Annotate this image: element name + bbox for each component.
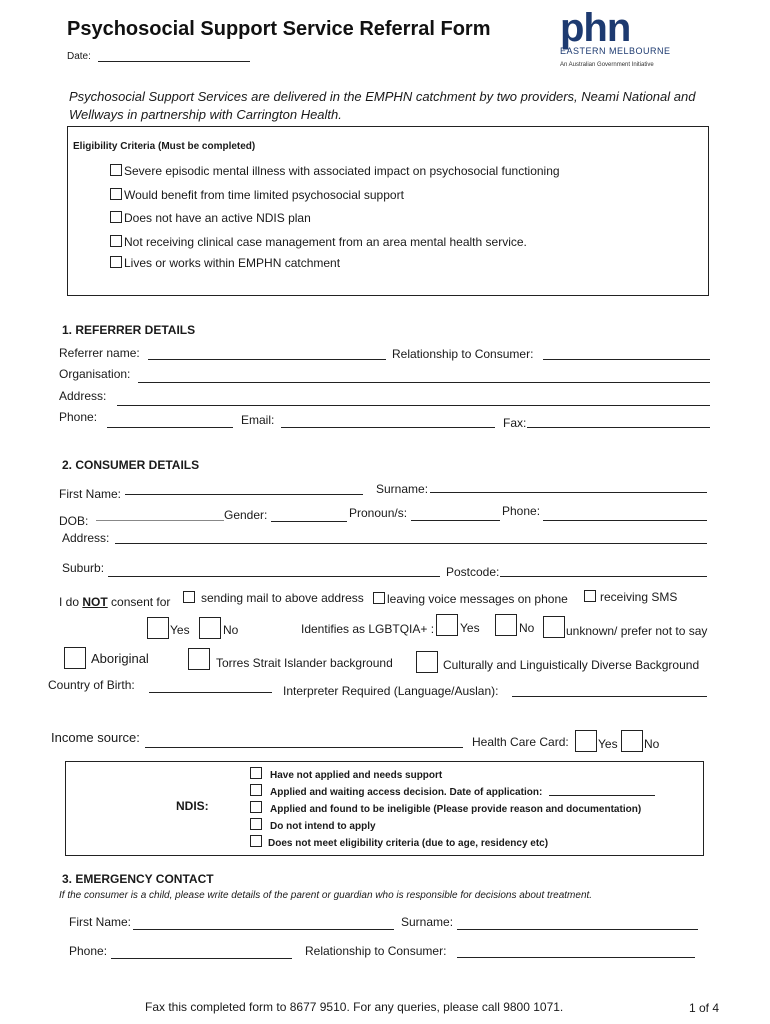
checkbox-icon[interactable] — [250, 818, 262, 830]
eligibility-item-3[interactable]: Does not have an active NDIS plan — [110, 211, 311, 225]
suburb-field[interactable] — [108, 576, 440, 577]
pronouns-label: Pronoun/s: — [349, 506, 408, 520]
referrer-name-label: Referrer name: — [59, 346, 140, 360]
referrer-heading: 1. REFERRER DETAILS — [62, 323, 196, 337]
lgbt-yes-label: Yes — [460, 621, 480, 635]
page-number: 1 of 4 — [689, 1001, 720, 1015]
emergency-relationship-field[interactable] — [457, 957, 695, 958]
referrer-fax-label: Fax: — [503, 416, 527, 430]
consumer-address-field[interactable] — [115, 543, 707, 544]
checkbox-icon[interactable] — [373, 592, 385, 604]
organisation-field[interactable] — [138, 382, 710, 383]
torres-checkbox[interactable] — [188, 648, 210, 670]
gender-field[interactable] — [271, 521, 347, 522]
referrer-relationship-field[interactable] — [543, 359, 710, 360]
dob-label: DOB: — [59, 514, 89, 528]
consent-not: NOT — [82, 595, 108, 609]
aboriginal-checkbox[interactable] — [64, 647, 86, 669]
emergency-surname-field[interactable] — [457, 929, 698, 930]
ndis-option-1[interactable]: Have not applied and needs support — [250, 767, 442, 781]
eligibility-item-5[interactable]: Lives or works within EMPHN catchment — [110, 256, 340, 270]
first-name-field[interactable] — [125, 494, 363, 495]
emergency-heading: 3. EMERGENCY CONTACT — [62, 872, 214, 886]
ndis-option-3[interactable]: Applied and found to be ineligible (Please provide reason and documentation) — [250, 801, 641, 815]
cald-checkbox[interactable] — [416, 651, 438, 673]
lgbt-no-checkbox[interactable] — [495, 614, 517, 636]
hcc-no-checkbox[interactable] — [621, 730, 643, 752]
consent-mail-option[interactable]: sending mail to above address — [183, 591, 364, 605]
referrer-name-field[interactable] — [148, 359, 386, 360]
checkbox-icon[interactable] — [110, 235, 122, 247]
consent-sms-option[interactable]: receiving SMS — [584, 590, 677, 604]
ndis-option-2[interactable]: Applied and waiting access decision. Date of application: — [250, 784, 542, 798]
consent-yes-checkbox[interactable] — [147, 617, 169, 639]
page-title: Psychosocial Support Service Referral Form — [67, 18, 491, 40]
referrer-phone-field[interactable] — [107, 427, 233, 428]
lgbt-label: Identifies as LGBTQIA+ : — [301, 622, 435, 636]
checkbox-icon[interactable] — [584, 590, 596, 602]
referrer-phone-label: Phone: — [59, 410, 98, 424]
ndis-option-5[interactable]: Does not meet eligibility criteria (due to age, residency etc) — [250, 835, 548, 849]
checkbox-icon[interactable] — [250, 767, 262, 779]
emergency-note: If the consumer is a child, please write details of the parent or guardian who is responsible for decisions about treatment. — [59, 890, 593, 901]
income-field[interactable] — [145, 747, 463, 748]
eligibility-item-2[interactable]: Would benefit from time limited psychosocial support — [110, 188, 404, 202]
hcc-no-label: No — [644, 737, 660, 751]
surname-label: Surname: — [376, 482, 429, 496]
first-name-label: First Name: — [59, 487, 122, 501]
checkbox-icon[interactable] — [110, 188, 122, 200]
dob-field[interactable] — [96, 520, 224, 521]
emergency-surname-label: Surname: — [401, 915, 454, 929]
lgbt-no-label: No — [519, 621, 535, 635]
aboriginal-label: Aboriginal — [91, 651, 149, 666]
interpreter-field[interactable] — [512, 696, 707, 697]
consent-voice-option[interactable]: leaving voice messages on phone — [373, 592, 568, 606]
date-label: Date: — [67, 51, 91, 62]
referrer-email-field[interactable] — [281, 427, 495, 428]
suburb-label: Suburb: — [62, 561, 105, 575]
country-label: Country of Birth: — [48, 678, 135, 692]
emergency-relationship-label: Relationship to Consumer: — [305, 944, 447, 958]
organisation-label: Organisation: — [59, 367, 131, 381]
referrer-relationship-label: Relationship to Consumer: — [392, 347, 534, 361]
emergency-phone-field[interactable] — [111, 958, 292, 959]
gender-label: Gender: — [224, 508, 268, 522]
eligibility-item-4[interactable]: Not receiving clinical case management from an area mental health service. — [110, 235, 527, 249]
referrer-address-field[interactable] — [117, 405, 710, 406]
checkbox-icon[interactable] — [250, 801, 262, 813]
checkbox-icon[interactable] — [110, 211, 122, 223]
checkbox-icon[interactable] — [183, 591, 195, 603]
logo-tagline: An Australian Government Initiative — [560, 62, 654, 68]
hcc-label: Health Care Card: — [472, 735, 569, 749]
interpreter-label: Interpreter Required (Language/Auslan): — [283, 684, 499, 698]
lgbt-unknown-label: unknown/ prefer not to say — [566, 624, 708, 638]
ndis-option-4[interactable]: Do not intend to apply — [250, 818, 376, 832]
country-field[interactable] — [149, 692, 272, 693]
ndis-application-date-field[interactable] — [549, 795, 655, 796]
hcc-yes-checkbox[interactable] — [575, 730, 597, 752]
referrer-fax-field[interactable] — [527, 427, 710, 428]
pronouns-field[interactable] — [411, 520, 500, 521]
checkbox-icon[interactable] — [110, 256, 122, 268]
logo-region: EASTERN MELBOURNE — [560, 46, 671, 56]
eligibility-item-1[interactable]: Severe episodic mental illness with associated impact on psychosocial functioning — [110, 164, 560, 178]
income-label: Income source: — [51, 730, 140, 745]
consent-no-label: No — [223, 623, 239, 637]
eligibility-heading: Eligibility Criteria (Must be completed) — [73, 141, 256, 152]
footer-text: Fax this completed form to 8677 9510. For any queries, please call 9800 1071. — [145, 1000, 564, 1014]
date-field[interactable] — [98, 61, 250, 62]
consent-statement: I do NOT consent for — [59, 595, 171, 609]
intro-text: Psychosocial Support Services are delivered in the EMPHN catchment by two providers, Neami National and Wellways in partnership with Carrington Health. — [69, 89, 696, 122]
consumer-address-label: Address: — [62, 531, 110, 545]
postcode-field[interactable] — [500, 576, 707, 577]
phn-logo — [560, 8, 671, 68]
emergency-first-name-label: First Name: — [69, 915, 132, 929]
hcc-yes-label: Yes — [598, 737, 618, 751]
surname-field[interactable] — [430, 492, 707, 493]
consent-yes-label: Yes — [170, 623, 190, 637]
referrer-address-label: Address: — [59, 389, 107, 403]
cald-label: Culturally and Linguistically Diverse Background — [443, 658, 700, 672]
consent-no-checkbox[interactable] — [199, 617, 221, 639]
emergency-first-name-field[interactable] — [133, 929, 394, 930]
consumer-heading: 2. CONSUMER DETAILS — [62, 458, 200, 472]
checkbox-icon[interactable] — [250, 835, 262, 847]
checkbox-icon[interactable] — [110, 164, 122, 176]
phn-wordmark: phn — [560, 6, 631, 50]
consumer-phone-field[interactable] — [543, 520, 707, 521]
consumer-phone-label: Phone: — [502, 504, 541, 518]
torres-label: Torres Strait Islander background — [216, 656, 393, 670]
ndis-label: NDIS: — [176, 799, 209, 813]
postcode-label: Postcode: — [446, 565, 500, 579]
referrer-email-label: Email: — [241, 413, 275, 427]
lgbt-yes-checkbox[interactable] — [436, 614, 458, 636]
checkbox-icon[interactable] — [250, 784, 262, 796]
emergency-phone-label: Phone: — [69, 944, 108, 958]
lgbt-unknown-checkbox[interactable] — [543, 616, 565, 638]
